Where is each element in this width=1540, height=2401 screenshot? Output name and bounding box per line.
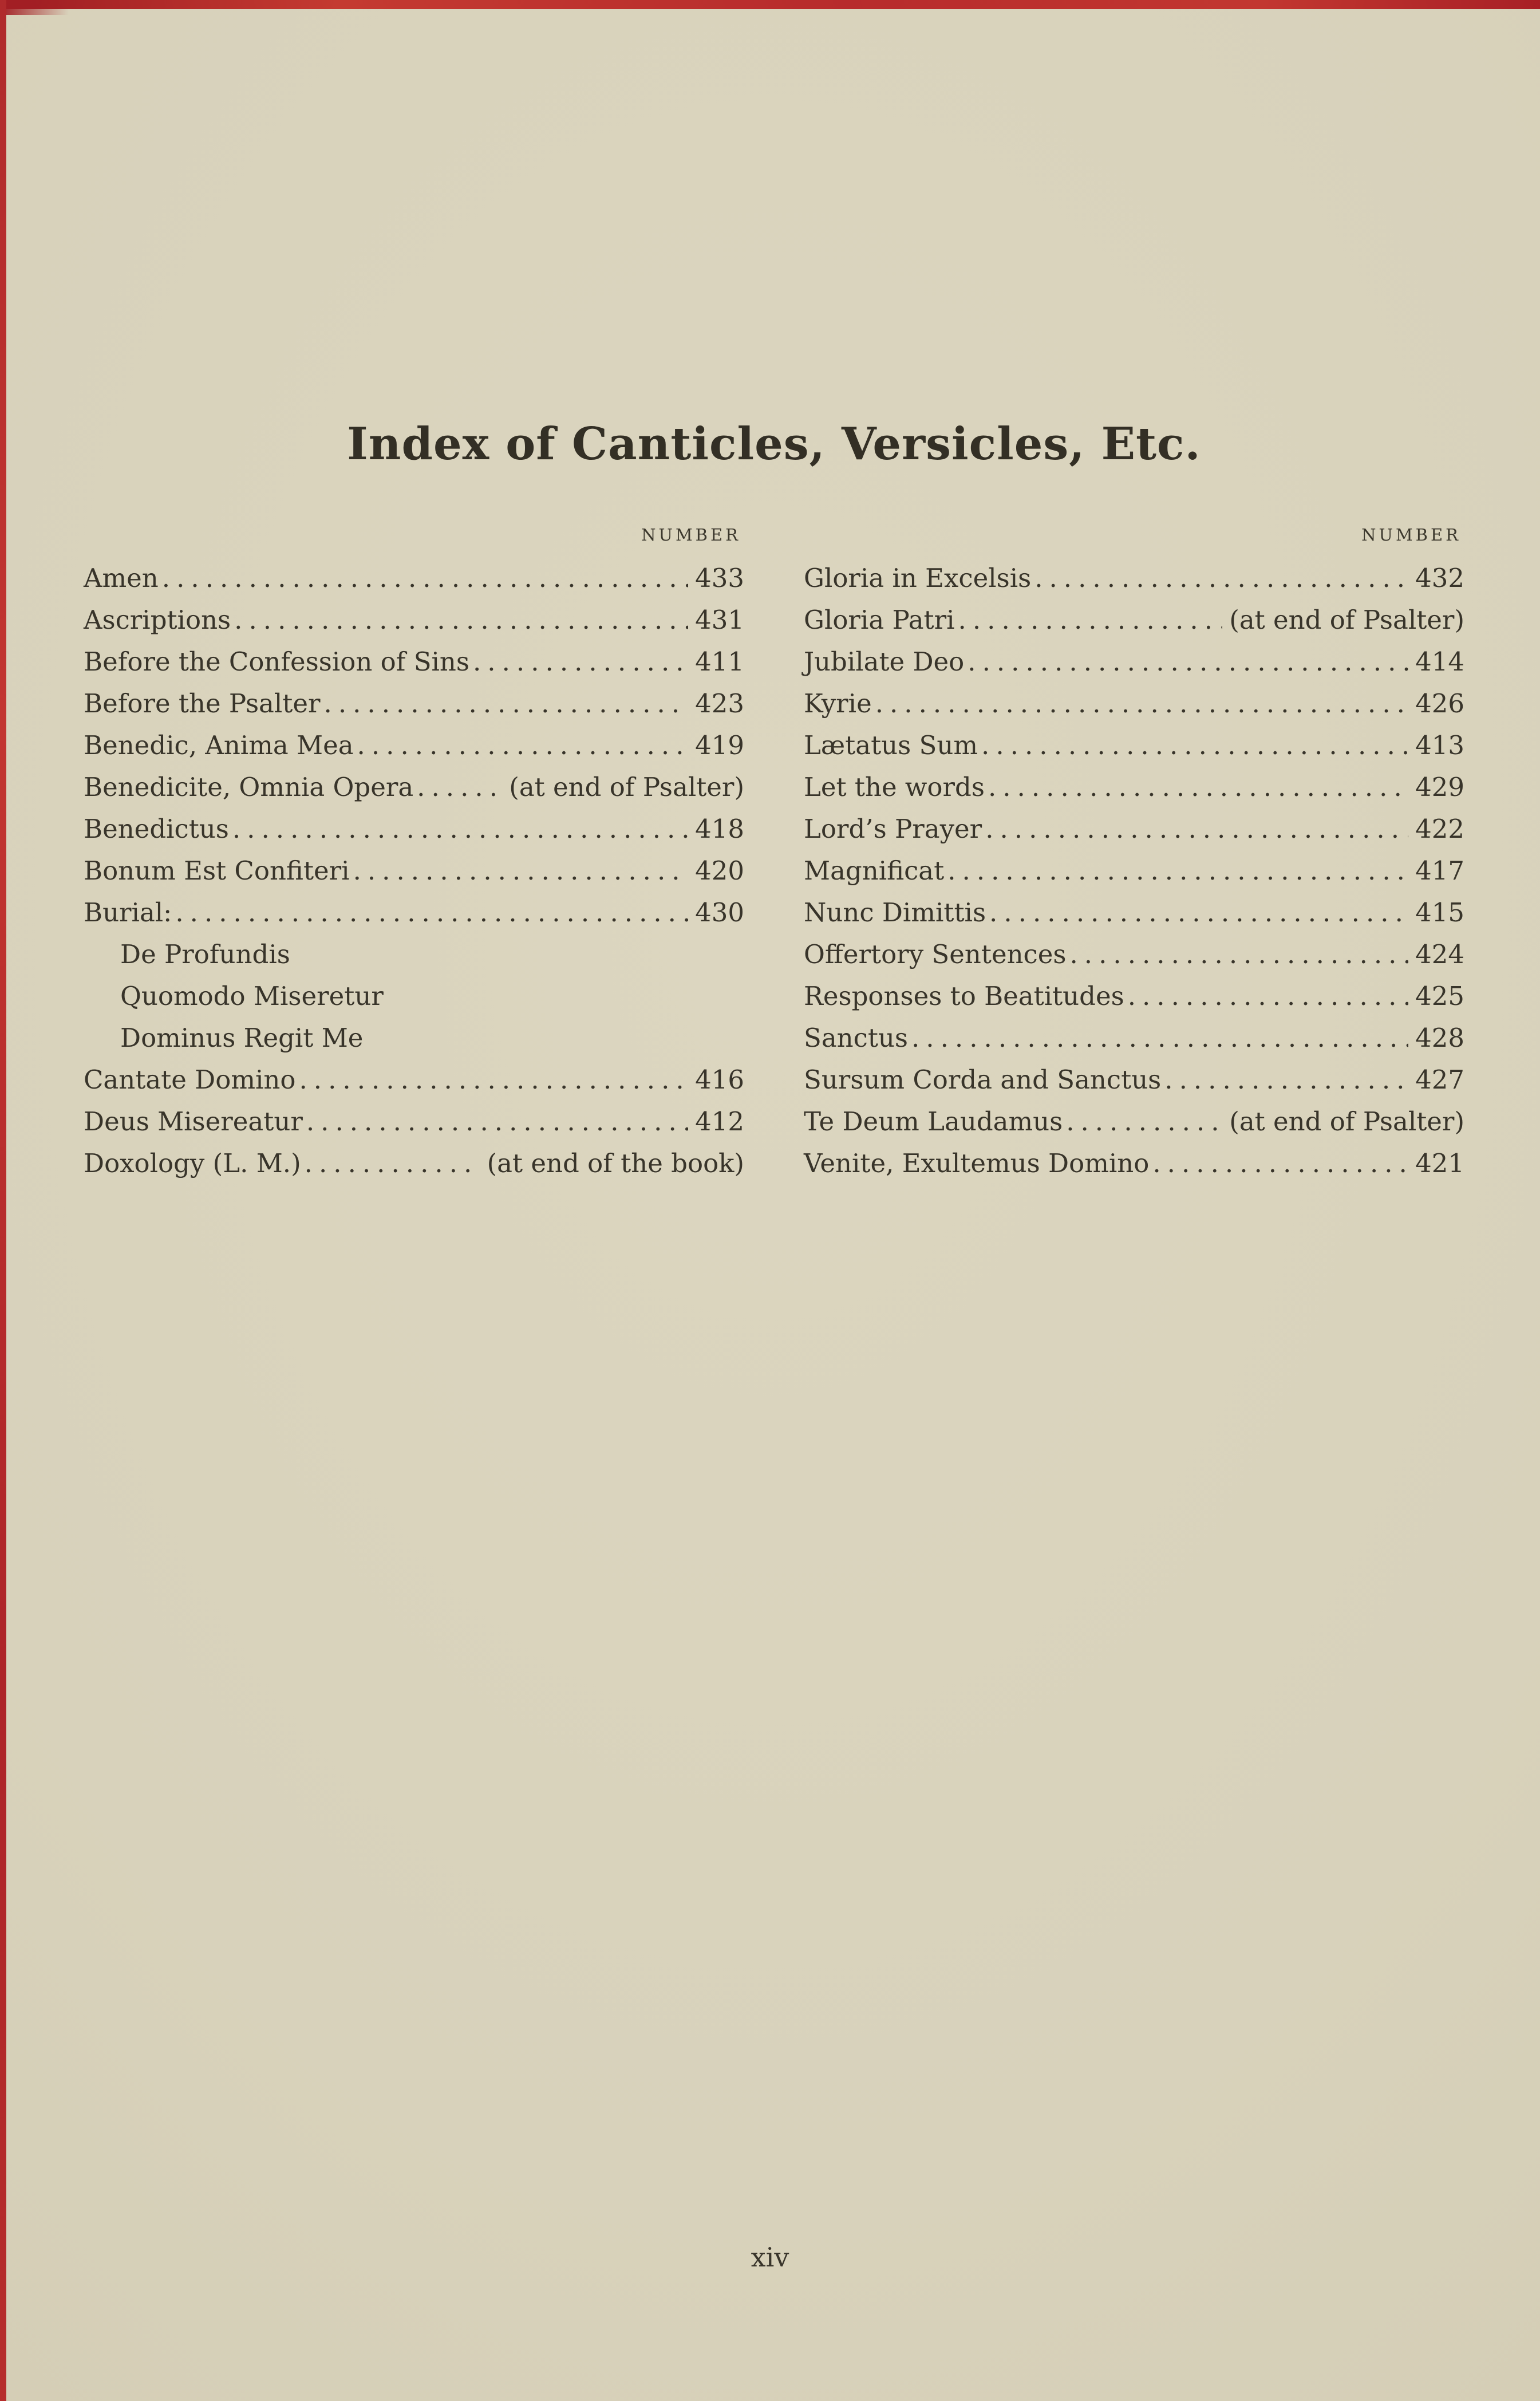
index-entry [804, 1142, 1464, 1184]
index-entry [84, 808, 744, 850]
index-column-right [804, 525, 1464, 1184]
entry-label: Quomodo Miseretur [120, 981, 384, 1011]
dot-leader [986, 892, 1408, 933]
index-columns [84, 525, 1464, 1184]
entry-label: Let the words [804, 772, 985, 802]
index-content [84, 418, 1464, 1184]
index-entry [804, 683, 1464, 724]
number-column-header: NUMBER [641, 525, 741, 545]
entry-number: 416 [695, 1065, 744, 1095]
number-column-header: NUMBER [1361, 525, 1461, 545]
entry-label: Ascriptions [84, 605, 231, 635]
index-entry [804, 1017, 1464, 1059]
entry-label: Sursum Corda and Sanctus [804, 1065, 1162, 1095]
index-entry [804, 724, 1464, 766]
entry-number: 432 [1415, 563, 1464, 593]
entry-label: Dominus Regit Me [120, 1023, 364, 1053]
entry-number: (at end of Psalter) [1229, 605, 1464, 635]
entry-number: 417 [1415, 855, 1464, 886]
entry-label: Nunc Dimittis [804, 897, 986, 928]
page-title: Index of Canticles, Versicles, Etc. [347, 418, 1201, 470]
entry-label: Amen [84, 563, 159, 593]
dot-leader [303, 1101, 688, 1142]
entry-number: (at end of Psalter) [1229, 1106, 1464, 1137]
entry-label: Burial: [84, 897, 172, 928]
index-entry [84, 892, 744, 933]
index-entry [84, 641, 744, 683]
entry-label: Benedic, Anima Mea [84, 730, 354, 760]
index-entry [84, 766, 744, 808]
entry-number: 425 [1415, 981, 1464, 1011]
index-entry [804, 641, 1464, 683]
entry-label: Venite, Exultemus Domino [804, 1148, 1150, 1178]
dot-leader [978, 724, 1408, 766]
entry-number: 423 [695, 688, 744, 719]
entry-number: 420 [695, 855, 744, 886]
dot-leader [1124, 975, 1408, 1017]
dot-leader [1031, 557, 1408, 599]
red-book-edge-left [0, 0, 6, 2401]
entry-label: Benedictus [84, 814, 229, 844]
index-entry [804, 1101, 1464, 1142]
index-entry [84, 683, 744, 724]
entry-label: Responses to Beatitudes [804, 981, 1124, 1011]
entry-number: 413 [1415, 730, 1464, 760]
dot-leader [172, 892, 688, 933]
dot-leader [159, 557, 688, 599]
dot-leader [982, 808, 1408, 850]
entry-number: (at end of Psalter) [509, 772, 744, 802]
index-column-left [84, 525, 744, 1184]
dot-leader [985, 766, 1408, 808]
index-entry [804, 808, 1464, 850]
dot-leader [350, 850, 689, 892]
dot-leader [1149, 1142, 1408, 1184]
entry-label: Kyrie [804, 688, 872, 719]
index-entry [804, 975, 1464, 1017]
index-entry [84, 557, 744, 599]
entry-label: Magnificat [804, 855, 945, 886]
dot-leader [413, 766, 502, 808]
entry-number: 431 [695, 605, 744, 635]
index-entry [84, 850, 744, 892]
red-book-edge-corner [0, 0, 69, 15]
red-book-edge-top [0, 0, 1540, 9]
index-subentry [84, 933, 744, 975]
index-entry [84, 724, 744, 766]
entry-label: Before the Psalter [84, 688, 321, 719]
entry-label: De Profundis [120, 939, 290, 969]
index-entry [804, 766, 1464, 808]
entry-number: 414 [1415, 646, 1464, 677]
entry-label: Gloria Patri [804, 605, 955, 635]
index-entry [804, 850, 1464, 892]
dot-leader [231, 599, 688, 641]
entry-label: Sanctus [804, 1023, 908, 1053]
index-entry [804, 1059, 1464, 1101]
entry-label: Deus Misereatur [84, 1106, 303, 1137]
dot-leader [944, 850, 1408, 892]
dot-leader [1161, 1059, 1408, 1101]
dot-leader [301, 1142, 480, 1184]
entry-label: Benedicite, Omnia Opera [84, 772, 414, 802]
index-entry [804, 933, 1464, 975]
index-entry [804, 557, 1464, 599]
entry-number: 419 [695, 730, 744, 760]
entry-label: Bonum Est Confiteri [84, 855, 350, 886]
dot-leader [295, 1059, 688, 1101]
dot-leader [1066, 933, 1408, 975]
entry-label: Before the Confession of Sins [84, 646, 469, 677]
entry-label: Gloria in Excelsis [804, 563, 1032, 593]
dot-leader [955, 599, 1223, 641]
entry-number: 430 [695, 897, 744, 928]
dot-leader [469, 641, 688, 683]
entry-number: 428 [1415, 1023, 1464, 1053]
entry-label: Jubilate Deo [804, 646, 965, 677]
index-entry [84, 1059, 744, 1101]
index-entry [804, 892, 1464, 933]
dot-leader [872, 683, 1408, 724]
entry-number: 415 [1415, 897, 1464, 928]
dot-leader [964, 641, 1408, 683]
index-entry [84, 1101, 744, 1142]
entry-number: 424 [1415, 939, 1464, 969]
index-entry [84, 599, 744, 641]
entry-number: 427 [1415, 1065, 1464, 1095]
entry-number: 421 [1415, 1148, 1464, 1178]
index-subentry [84, 1017, 744, 1059]
entry-number: 433 [695, 563, 744, 593]
entry-label: Offertory Sentences [804, 939, 1067, 969]
entry-number: 412 [695, 1106, 744, 1137]
dot-leader [354, 724, 689, 766]
entry-number: (at end of the book) [487, 1148, 744, 1178]
entry-number: 426 [1415, 688, 1464, 719]
entry-label: Lord’s Prayer [804, 814, 982, 844]
dot-leader [321, 683, 689, 724]
entry-label: Doxology (L. M.) [84, 1148, 301, 1178]
index-subentry [84, 975, 744, 1017]
dot-leader [908, 1017, 1408, 1059]
entry-number: 429 [1415, 772, 1464, 802]
dot-leader [229, 808, 688, 850]
index-entry [84, 1142, 744, 1184]
entry-number: 411 [695, 646, 744, 677]
page-number: xiv [751, 2242, 789, 2273]
entry-number: 418 [695, 814, 744, 844]
index-entry [804, 599, 1464, 641]
dot-leader [1063, 1101, 1222, 1142]
entry-number: 422 [1415, 814, 1464, 844]
entry-label: Cantate Domino [84, 1065, 296, 1095]
entry-label: Lætatus Sum [804, 730, 978, 760]
entry-label: Te Deum Laudamus [804, 1106, 1063, 1137]
